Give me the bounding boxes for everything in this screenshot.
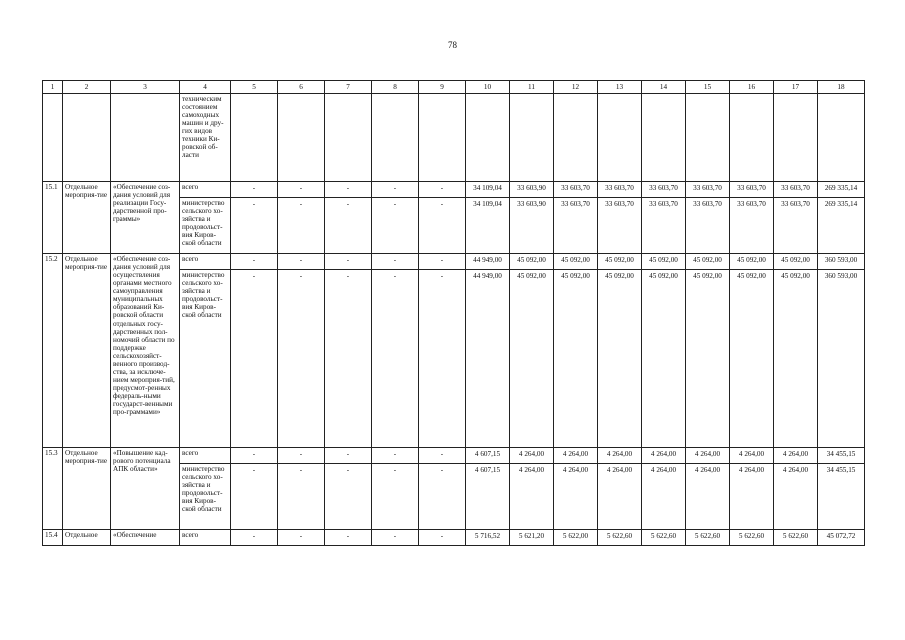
program-name-cell: «Обеспечение соз-дания условий для реализации Госу-дарственной про-граммы» — [111, 182, 180, 254]
value-cell: - — [325, 464, 372, 530]
value-cell: - — [231, 182, 278, 198]
cell-empty — [554, 94, 598, 182]
value-cell: 4 264,00 — [642, 464, 686, 530]
continuation-row — [43, 94, 865, 182]
value-cell: 33 603,70 — [598, 182, 642, 198]
value-cell: - — [372, 198, 419, 254]
cell-empty — [278, 94, 325, 182]
cell-empty — [642, 94, 686, 182]
value-cell: - — [419, 464, 466, 530]
value-cell: 4 264,00 — [774, 448, 818, 464]
value-cell: - — [419, 448, 466, 464]
value-cell: 4 264,00 — [686, 448, 730, 464]
value-cell: 33 603,70 — [686, 182, 730, 198]
value-cell: - — [278, 448, 325, 464]
column-header: 14 — [642, 81, 686, 94]
value-cell: 5 622,60 — [598, 530, 642, 546]
value-cell: - — [231, 530, 278, 546]
column-header: 4 — [180, 81, 231, 94]
value-cell: - — [325, 198, 372, 254]
table-row — [43, 182, 865, 198]
executor-cell: министерство сельского хо-зяйства и продовольст-вия Киров-ской области — [180, 198, 231, 254]
status-cell: Отдельное — [63, 530, 111, 546]
status-cell: Отдельное мероприя-тие — [63, 448, 111, 530]
column-header: 11 — [510, 81, 554, 94]
column-header-row — [43, 81, 865, 94]
value-cell: - — [278, 182, 325, 198]
value-cell: - — [372, 182, 419, 198]
value-cell: 4 264,00 — [686, 464, 730, 530]
total-cell: 45 072,72 — [818, 530, 865, 546]
program-name-cell: «Повышение кад-рового потенциала АПК области» — [111, 448, 180, 530]
cell-empty — [686, 94, 730, 182]
value-cell: - — [419, 270, 466, 448]
value-cell: - — [419, 254, 466, 270]
column-header: 16 — [730, 81, 774, 94]
column-header: 10 — [466, 81, 510, 94]
value-cell: - — [325, 530, 372, 546]
value-cell: 34 109,04 — [466, 198, 510, 254]
cell-empty — [730, 94, 774, 182]
value-cell: 5 716,52 — [466, 530, 510, 546]
table-row — [43, 530, 865, 546]
value-cell: 33 603,70 — [598, 198, 642, 254]
column-header: 15 — [686, 81, 730, 94]
value-cell: 5 621,20 — [510, 530, 554, 546]
value-cell: - — [231, 198, 278, 254]
value-cell: 4 264,00 — [554, 464, 598, 530]
value-cell: - — [372, 530, 419, 546]
total-cell: 360 593,00 — [818, 270, 865, 448]
value-cell: - — [231, 270, 278, 448]
value-cell: 4 264,00 — [774, 464, 818, 530]
status-cell: Отдельное мероприя-тие — [63, 254, 111, 448]
executor-cell: всего — [180, 254, 231, 270]
value-cell: - — [419, 530, 466, 546]
column-header: 8 — [372, 81, 419, 94]
total-cell: 269 335,14 — [818, 198, 865, 254]
value-cell: 4 264,00 — [730, 464, 774, 530]
value-cell: - — [278, 270, 325, 448]
value-cell: - — [372, 448, 419, 464]
value-cell: 45 092,00 — [510, 254, 554, 270]
value-cell: 4 264,00 — [730, 448, 774, 464]
value-cell: 45 092,00 — [554, 270, 598, 448]
column-header: 13 — [598, 81, 642, 94]
value-cell: 34 109,04 — [466, 182, 510, 198]
value-cell: 4 264,00 — [642, 448, 686, 464]
value-cell: 45 092,00 — [642, 270, 686, 448]
value-cell: 4 607,15 — [466, 448, 510, 464]
value-cell: 4 264,00 — [510, 464, 554, 530]
value-cell: - — [278, 530, 325, 546]
cell-empty — [231, 94, 278, 182]
value-cell: - — [325, 182, 372, 198]
executor-cell: министерство сельского хо-зяйства и продовольст-вия Киров-ской области — [180, 270, 231, 448]
value-cell: 5 622,00 — [554, 530, 598, 546]
row-number: 15.1 — [43, 182, 63, 254]
row-number: 15.4 — [43, 530, 63, 546]
value-cell: - — [278, 198, 325, 254]
column-header: 3 — [111, 81, 180, 94]
cell-empty — [419, 94, 466, 182]
cell-empty — [325, 94, 372, 182]
total-cell: 34 455,15 — [818, 464, 865, 530]
value-cell: - — [231, 448, 278, 464]
total-cell: 360 593,00 — [818, 254, 865, 270]
value-cell: 45 092,00 — [598, 254, 642, 270]
value-cell: 33 603,70 — [774, 182, 818, 198]
program-name-cell: «Обеспечение соз-дания условий для осуществления органами местного самоуправления муниципальных образований Ки-ровской области отдельных госу-дарственных пол-номочий области по поддержке сельскохозяйст-венного производ-ства, за исключе-нием мероприя-тий, предусмот-ренных федераль-ными государст-венными про-граммами» — [111, 254, 180, 448]
column-header: 7 — [325, 81, 372, 94]
value-cell: - — [231, 254, 278, 270]
value-cell: 4 264,00 — [598, 464, 642, 530]
cell-empty — [111, 94, 180, 182]
column-header: 6 — [278, 81, 325, 94]
value-cell: 45 092,00 — [642, 254, 686, 270]
value-cell: 5 622,60 — [774, 530, 818, 546]
value-cell: 5 622,60 — [730, 530, 774, 546]
column-header: 5 — [231, 81, 278, 94]
value-cell: - — [325, 448, 372, 464]
value-cell: 45 092,00 — [554, 254, 598, 270]
cell-empty — [466, 94, 510, 182]
total-cell: 34 455,15 — [818, 448, 865, 464]
cell-empty — [63, 94, 111, 182]
value-cell: 45 092,00 — [686, 254, 730, 270]
value-cell: 33 603,70 — [642, 198, 686, 254]
page-number: 78 — [448, 40, 457, 50]
status-cell: Отдельное мероприя-тие — [63, 182, 111, 254]
value-cell: - — [372, 254, 419, 270]
value-cell: 5 622,60 — [642, 530, 686, 546]
executor-cell: всего — [180, 182, 231, 198]
cell-empty — [43, 94, 63, 182]
value-cell: 45 092,00 — [686, 270, 730, 448]
value-cell: 33 603,90 — [510, 198, 554, 254]
row-number: 15.2 — [43, 254, 63, 448]
value-cell: 33 603,70 — [686, 198, 730, 254]
cell-empty — [818, 94, 865, 182]
table-row — [43, 448, 865, 464]
column-header: 17 — [774, 81, 818, 94]
value-cell: - — [325, 270, 372, 448]
column-header: 9 — [419, 81, 466, 94]
value-cell: - — [419, 182, 466, 198]
executor-cell: всего — [180, 448, 231, 464]
cell-empty — [598, 94, 642, 182]
budget-table — [42, 80, 865, 546]
column-header: 1 — [43, 81, 63, 94]
executor-cell: министерство сельского хо-зяйства и продовольст-вия Киров-ской области — [180, 464, 231, 530]
value-cell: 33 603,70 — [730, 198, 774, 254]
row-number: 15.3 — [43, 448, 63, 530]
value-cell: 45 092,00 — [774, 254, 818, 270]
value-cell: 33 603,70 — [642, 182, 686, 198]
value-cell: 33 603,70 — [730, 182, 774, 198]
value-cell: 44 949,00 — [466, 270, 510, 448]
column-header: 12 — [554, 81, 598, 94]
column-header: 18 — [818, 81, 865, 94]
value-cell: 45 092,00 — [510, 270, 554, 448]
value-cell: - — [325, 254, 372, 270]
value-cell: 4 264,00 — [598, 448, 642, 464]
value-cell: 4 264,00 — [510, 448, 554, 464]
value-cell: 33 603,70 — [774, 198, 818, 254]
value-cell: 33 603,70 — [554, 198, 598, 254]
value-cell: 5 622,60 — [686, 530, 730, 546]
cell-empty — [774, 94, 818, 182]
value-cell: 44 949,00 — [466, 254, 510, 270]
value-cell: 33 603,90 — [510, 182, 554, 198]
continuation-executor: техническим состоянием самоходных машин и дру-гих видов техники Ки-ровской об-ласти — [180, 94, 231, 182]
program-name-cell: «Обеспечение — [111, 530, 180, 546]
value-cell: - — [231, 464, 278, 530]
value-cell: 4 607,15 — [466, 464, 510, 530]
cell-empty — [510, 94, 554, 182]
value-cell: 45 092,00 — [730, 270, 774, 448]
value-cell: 45 092,00 — [730, 254, 774, 270]
value-cell: - — [372, 464, 419, 530]
value-cell: 45 092,00 — [598, 270, 642, 448]
cell-empty — [372, 94, 419, 182]
value-cell: - — [278, 464, 325, 530]
value-cell: 4 264,00 — [554, 448, 598, 464]
value-cell: 33 603,70 — [554, 182, 598, 198]
value-cell: - — [278, 254, 325, 270]
table-row — [43, 254, 865, 270]
total-cell: 269 335,14 — [818, 182, 865, 198]
executor-cell: всего — [180, 530, 231, 546]
value-cell: - — [419, 198, 466, 254]
column-header: 2 — [63, 81, 111, 94]
value-cell: - — [372, 270, 419, 448]
value-cell: 45 092,00 — [774, 270, 818, 448]
